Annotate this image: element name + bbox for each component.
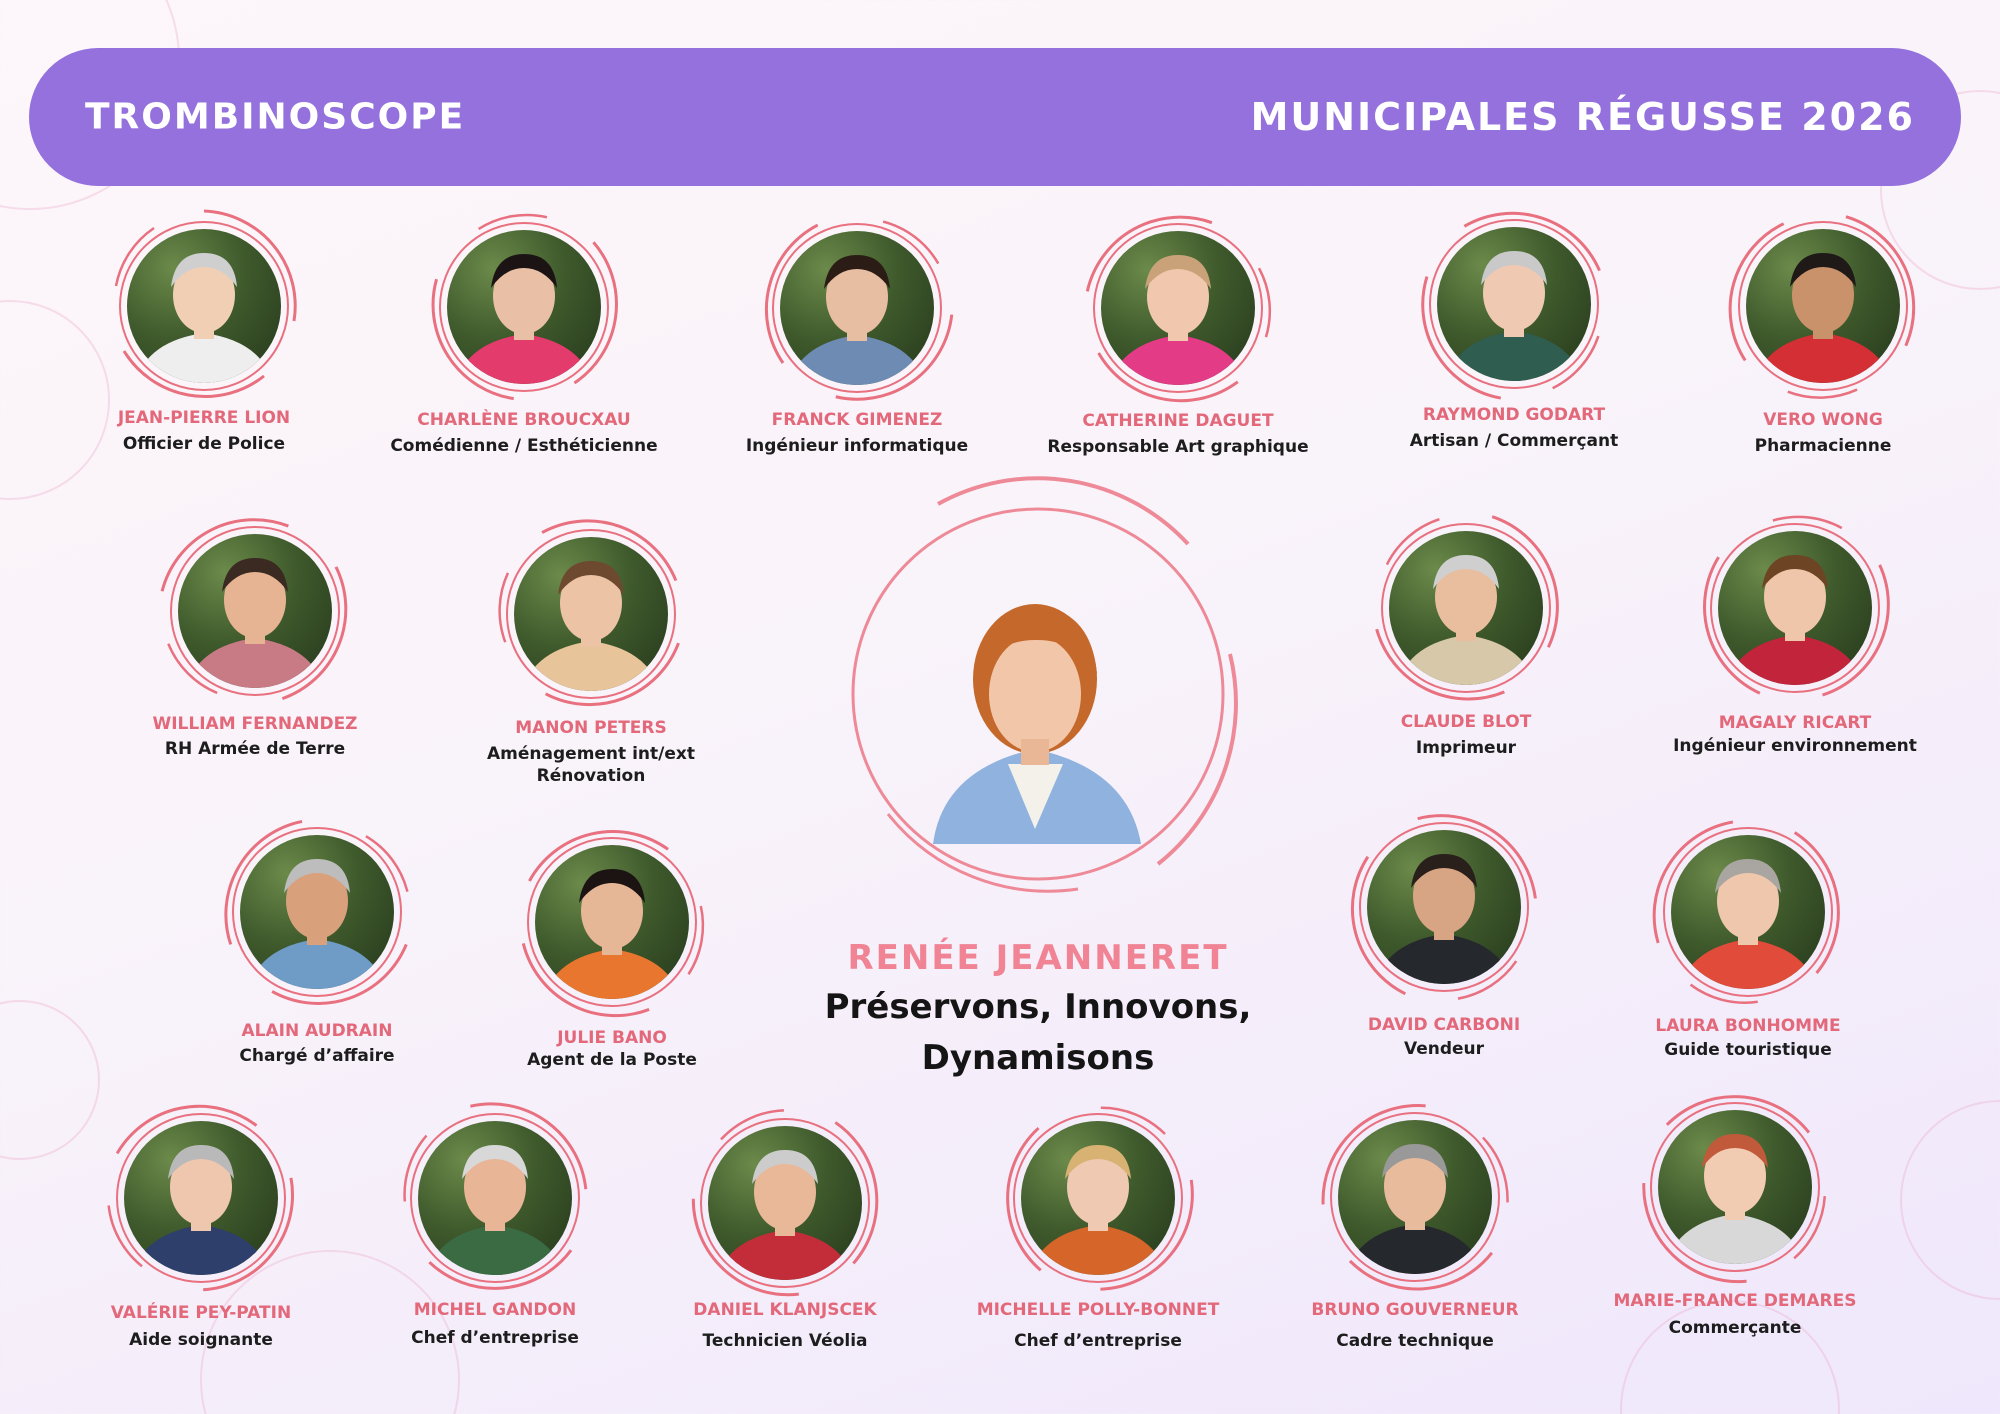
member-role-line-1: Chef d’entreprise [411,1328,579,1348]
member-role-line-1: Agent de la Poste [527,1050,697,1070]
member-photo [178,534,332,688]
member-role [1525,1317,1945,1339]
member-name: DANIEL KLANJSCEK [693,1300,877,1320]
member-role-line-1: Cadre technique [1336,1331,1494,1351]
member-portrait [1414,204,1614,404]
member-card [1585,508,2000,788]
leader-photo [913,554,1158,844]
member-photo [1437,227,1591,381]
member-portrait [1366,508,1566,708]
member-card [381,514,801,794]
member-role-line-1: Commerçante [1668,1318,1802,1338]
member-name: DAVID CARBONI [1367,1015,1521,1035]
member-portrait [155,511,355,711]
member-role-line-1: Responsable Art graphique [1047,437,1309,457]
member-portrait [1648,812,1848,1012]
member-portrait [1315,1097,1515,1297]
member-portrait [1695,508,1895,708]
member-portrait [685,1103,885,1303]
member-photo [1746,229,1900,383]
member-role-line-1: Officier de Police [122,434,286,454]
member-portrait [1078,208,1278,408]
member-card [402,822,822,1102]
member-card [1613,206,2000,486]
member-name: BRUNO GOUVERNEUR [1311,1300,1519,1320]
member-role-line-1: Artisan / Commerçant [1409,431,1619,451]
member-photo [124,1121,278,1275]
member-name: ALAIN AUDRAIN [241,1021,393,1041]
member-photo [1021,1121,1175,1275]
member-photo [1671,835,1825,989]
member-name: VERO WONG [1763,410,1883,430]
member-portrait [1723,206,1923,406]
member-name: MICHEL GANDON [413,1300,577,1320]
member-portrait [104,206,304,406]
member-portrait [217,812,417,1012]
member-photo [447,230,601,384]
member-role-line-1: Pharmacienne [1754,436,1892,456]
member-role-line-1: Technicien Véolia [702,1331,868,1351]
member-photo [1658,1110,1812,1264]
member-card [1525,1087,1945,1367]
member-role [1538,1039,1958,1061]
member-photo [1389,531,1543,685]
member-card [1538,812,1958,1092]
member-portrait [101,1098,301,1298]
member-portrait [395,1098,595,1298]
member-role-line-1: Guide touristique [1664,1040,1832,1060]
member-portrait [512,822,712,1022]
member-name: FRANCK GIMENEZ [771,410,943,430]
member-role-line-1: Ingénieur informatique [745,436,969,456]
member-role [381,743,801,787]
member-portrait [1635,1087,1835,1287]
member-photo [240,835,394,989]
member-portrait [998,1098,1198,1298]
member-name: JEAN-PIERRE LION [117,408,291,428]
member-portrait [424,207,624,407]
slogan-line-1: Préservons, Innovons, [824,987,1252,1027]
member-role-line-1: Ingénieur environnement [1673,736,1917,756]
member-role-line-1: Vendeur [1403,1039,1485,1059]
member-photo [1367,830,1521,984]
page-title: TROMBINOSCOPE [85,96,466,138]
member-photo [535,845,689,999]
member-name: MANON PETERS [515,718,667,738]
member-name: CHARLÈNE BROUCXAU [417,410,631,430]
member-portrait [757,208,957,408]
slogan-line-2: Dynamisons [921,1038,1155,1078]
member-role-line-1: Aménagement int/ext [487,744,695,764]
member-photo [514,537,668,691]
member-role-line-1: Imprimeur [1415,738,1517,758]
campaign-title: MUNICIPALES RÉGUSSE 2026 [1250,95,1915,139]
member-role [1613,435,2000,457]
member-role-line-1: Chef d’entreprise [1014,1331,1182,1351]
member-photo [708,1126,862,1280]
member-role [402,1049,822,1071]
member-portrait [1344,807,1544,1007]
member-portrait [491,514,691,714]
leader-name: RENÉE JEANNERET [847,938,1229,978]
member-role [1585,735,2000,757]
member-role-line-2: Rénovation [536,766,646,786]
member-name: MARIE-FRANCE DEMARES [1613,1291,1857,1311]
member-role-line-1: Aide soignante [129,1330,273,1350]
member-name: CATHERINE DAGUET [1082,411,1274,431]
member-role-line-1: Chargé d’affaire [239,1046,395,1066]
member-photo [127,229,281,383]
member-name: CLAUDE BLOT [1400,712,1532,732]
member-name: MAGALY RICART [1718,713,1872,733]
member-name: WILLIAM FERNANDEZ [152,714,358,734]
member-name: JULIE BANO [557,1028,667,1048]
member-photo [1338,1120,1492,1274]
member-name: VALÉRIE PEY-PATIN [110,1303,292,1323]
member-photo [1718,531,1872,685]
member-role-line-1: Comédienne / Esthéticienne [390,436,658,456]
header-banner [29,48,1961,186]
member-name: MICHELLE POLLY-BONNET [976,1300,1220,1320]
member-photo [780,231,934,385]
member-name: RAYMOND GODART [1422,405,1606,425]
member-photo [418,1121,572,1275]
member-name: LAURA BONHOMME [1655,1016,1841,1036]
member-photo [1101,231,1255,385]
member-role-line-1: RH Armée de Terre [164,739,346,759]
leader-portrait [828,484,1248,904]
